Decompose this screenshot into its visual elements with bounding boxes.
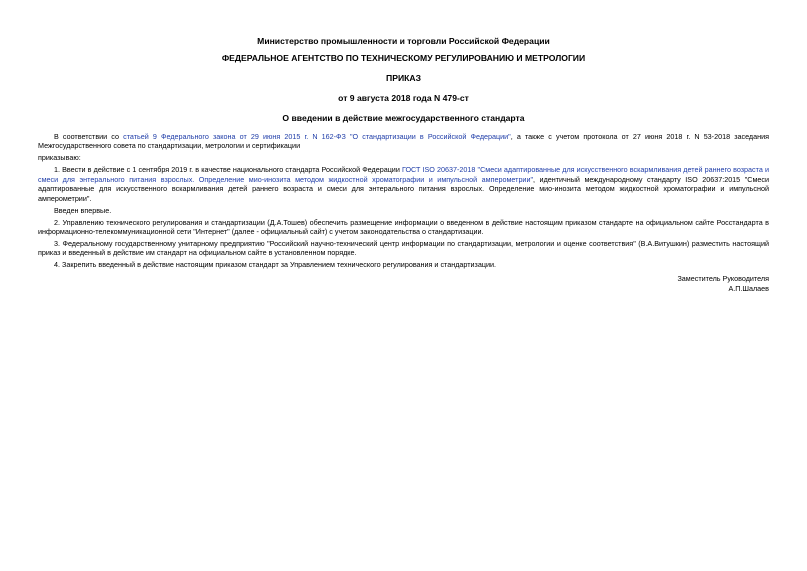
preamble-text-start: В соответствии со xyxy=(54,132,124,141)
preamble-text-end: , а также с учетом протокола от 27 июня 2018 г. N 53-2018 заседания Межгосударственного совета по стандартизации, метрологии и сертификации xyxy=(38,132,769,151)
item-1-text-start: 1. Ввести в действие с 1 сентября 2019 г. в качестве национального стандарта Российской Федерации xyxy=(54,165,402,175)
item-4-paragraph: 4. Закрепить введенный в действие настоящим приказом стандарт за Управлением технического регулирования и стандартизации. xyxy=(54,260,496,270)
item-2-paragraph: 2. Управлению технического регулирования и стандартизации (Д.А.Тошев) обеспечить размещение информации о введенном в действие настоящим приказом стандарте на официальном сайте Росстандарта в информационно-телекоммуникационной сети "Интернет" (далее - официальный сайт) с учетом законодательства о стандартизации. xyxy=(38,217,769,237)
law-article-link[interactable]: статьей 9 Федерального закона от 29 июня 2015 г. N 162-ФЗ "О стандартизации в Российской Федерации" xyxy=(123,132,511,141)
item-3-paragraph: 3. Федеральному государственному унитарному предприятию "Российский научно-технический центр информации по стандартизации, метрологии и оценке соответствия" (В.А.Витушкин) разместить настоящий приказ и введенный в действие им стандарт на официальном сайте в установленном порядке. xyxy=(38,239,769,258)
item-1-paragraph xyxy=(38,165,769,203)
signature-block xyxy=(38,274,769,294)
preamble-paragraph xyxy=(38,132,769,151)
document-type: ПРИКАЗ xyxy=(386,73,421,83)
signature-position: Заместитель Руководителя xyxy=(677,273,769,283)
agency-title: ФЕДЕРАЛЬНОЕ АГЕНТСТВО ПО ТЕХНИЧЕСКОМУ РЕГУЛИРОВАНИЮ И МЕТРОЛОГИИ xyxy=(221,53,586,63)
order-word: приказываю: xyxy=(38,153,81,163)
document-date: от 9 августа 2018 года N 479-ст xyxy=(338,93,469,103)
item-1-text-end: , идентичный международному стандарту ISO 20637:2015 "Смеси адаптированные для искусственного вскармливания детей раннего возраста и смеси для энтерального питания взрослых. Определение мио-инозита методом жидкостной хроматографии и импульсной амперометрии". xyxy=(38,174,769,203)
gost-standard-link[interactable]: ГОСТ ISO 20637-2018 "Смеси адаптированные для искусственного вскармливания детей раннего возраста и смеси для энтерального питания взрослых. Определение мио-инозита методом жидкостной хроматографии и импульсной амперометрии" xyxy=(38,165,769,184)
document-subject: О введении в действие межгосударственного стандарта xyxy=(282,113,525,123)
signature-name: А.П.Шалаев xyxy=(728,283,769,293)
document-body xyxy=(38,132,769,270)
item-1-note: Введен впервые. xyxy=(54,205,112,215)
ministry-title: Министерство промышленности и торговли Российской Федерации xyxy=(257,36,550,46)
